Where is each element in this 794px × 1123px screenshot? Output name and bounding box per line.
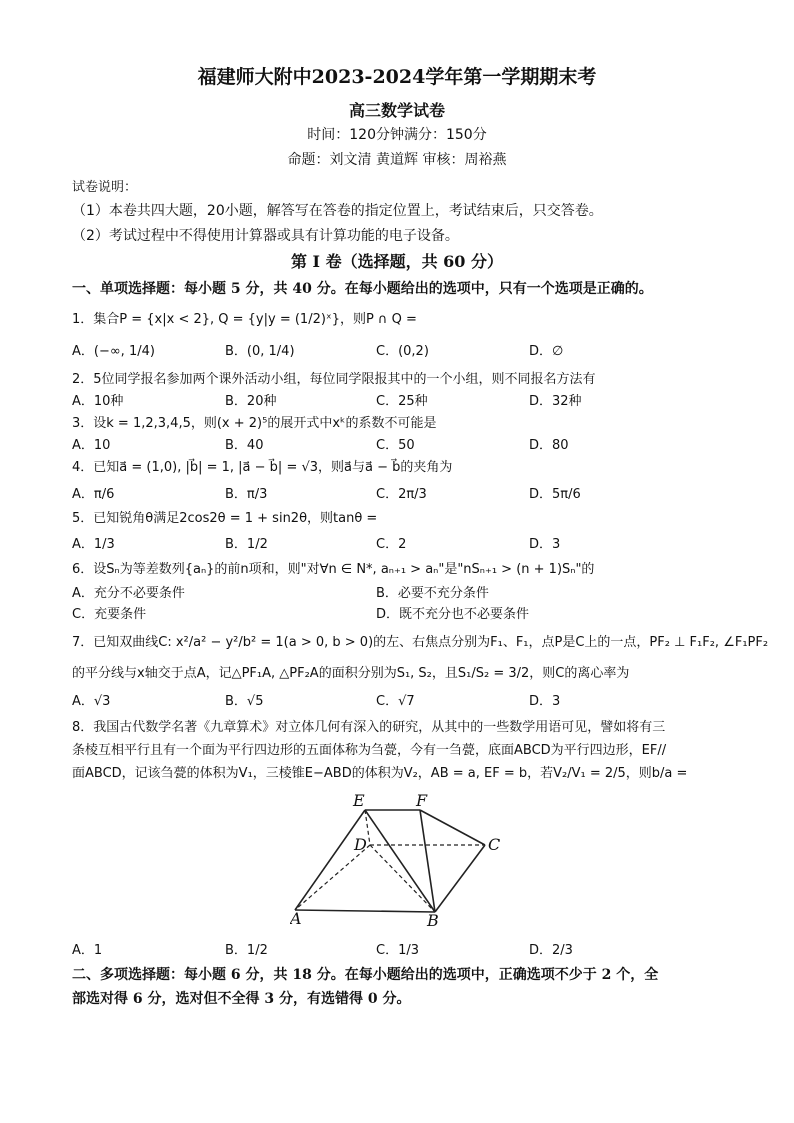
option-c: C．25种 (376, 394, 428, 409)
question-stem: 4．已知a⃗ = (1,0), |b⃗| = 1, |a⃗ − b⃗| = √3，则a⃗与a⃗ − b⃗的夹角为 (72, 460, 453, 475)
option-b: B．40 (225, 438, 264, 453)
option-d: D．既不充分也不必要条件 (376, 607, 530, 622)
option-d: D．2/3 (529, 943, 573, 958)
option-a: A．10种 (72, 394, 124, 409)
option-c: C．1/3 (376, 943, 419, 958)
section1-heading: 一、单项选择题：每小题 5 分，共 40 分。在每小题给出的选项中，只有一个选项是正确的。 (72, 281, 653, 297)
instruction-item: （1）本卷共四大题，20小题，解答写在答卷的指定位置上，考试结束后，只交答卷。 (72, 203, 603, 219)
option-b: B．π/3 (225, 487, 268, 502)
edge-bc (435, 845, 485, 912)
edge-da-hidden (295, 845, 370, 910)
part1-title: 第 I 卷（选择题，共 60 分） (290, 252, 504, 271)
option-b: B．1/2 (225, 943, 268, 958)
edge-fc (420, 810, 485, 845)
option-a: A．充分不必要条件 (72, 586, 185, 601)
label-f: F (416, 791, 428, 810)
question-stem: 7．已知双曲线C: x²/a² − y²/b² = 1(a > 0, b > 0)的左、右焦点分别为F₁、F₁，点P是C上的一点，PF₂ ⊥ F₁F₂, ∠F₁PF₂ (72, 635, 769, 650)
question-stem-continued: 面ABCD，记该刍甍的体积为V₁，三棱锥E−ABD的体积为V₂，AB = a, EF = b，若V₂/V₁ = 2/5，则b/a = (72, 766, 688, 781)
exam-title: 福建师大附中2023-2024学年第一学期期末考 (197, 66, 597, 88)
label-d: D (354, 835, 367, 854)
option-d: D．32种 (529, 394, 582, 409)
edge-ab (295, 910, 435, 912)
option-c: C．2π/3 (376, 487, 427, 502)
option-b: B．(0, 1/4) (225, 344, 295, 359)
option-d: D．∅ (529, 344, 564, 359)
instructions-heading: 试卷说明： (72, 180, 138, 195)
option-a: A．√3 (72, 694, 111, 709)
edge-fb (420, 810, 435, 912)
option-b: B．√5 (225, 694, 264, 709)
edge-eb (365, 810, 435, 912)
solid-figure (290, 790, 520, 930)
question-stem: 2．5位同学报名参加两个课外活动小组，每位同学限报其中的一个小组，则不同报名方法有 (72, 372, 596, 387)
option-c: C．2 (376, 537, 407, 552)
question-stem-continued: 的平分线与x轴交于点A，记△PF₁A, △PF₂A的面积分别为S₁, S₂，且S₁/S₂ = 3/2，则C的离心率为 (72, 666, 630, 681)
option-b: B．1/2 (225, 537, 268, 552)
question-stem-continued: 条棱互相平行且有一个面为平行四边形的五面体称为刍甍，今有一刍甍，底面ABCD为平行四边形，EF// (72, 743, 667, 758)
option-d: D．80 (529, 438, 569, 453)
question-stem: 3．设k = 1,2,3,4,5，则(x + 2)⁵的展开式中xᵏ的系数不可能是 (72, 416, 437, 431)
option-a: A．(−∞, 1/4) (72, 344, 155, 359)
label-a: A (290, 909, 302, 928)
question-stem: 6．设Sₙ为等差数列{aₙ}的前n项和，则"对∀n ∈ N*, aₙ₊₁ > aₙ"是"nSₙ₊₁ > (n + 1)Sₙ"的 (72, 562, 595, 577)
option-d: D．3 (529, 694, 561, 709)
label-e: E (353, 791, 365, 810)
label-c: C (488, 835, 501, 854)
authors-line: 命题：刘文清 黄道辉 审核：周裕燕 (287, 152, 507, 168)
edge-ea (295, 810, 365, 910)
question-stem: 1．集合P = {x|x < 2}, Q = {y|y = (1/2)ˣ}，则P ∩ Q = (72, 312, 417, 327)
option-a: A．1 (72, 943, 103, 958)
option-c: C．√7 (376, 694, 415, 709)
edge-db-hidden (370, 845, 435, 912)
time-info: 时间：120分钟满分：150分 (307, 127, 487, 143)
option-c: C．50 (376, 438, 415, 453)
option-b: B．20种 (225, 394, 277, 409)
option-a: A．1/3 (72, 537, 115, 552)
option-a: A．10 (72, 438, 111, 453)
option-a: A．π/6 (72, 487, 115, 502)
option-d: D．3 (529, 537, 561, 552)
option-c: C．(0,2) (376, 344, 429, 359)
section2-heading: 二、多项选择题：每小题 6 分，共 18 分。在每小题给出的选项中，正确选项不少于 2 个，全 (72, 967, 659, 983)
exam-subtitle: 高三数学试卷 (348, 101, 445, 120)
option-c: C．充要条件 (72, 607, 147, 622)
section2-heading-continued: 部选对得 6 分，选对但不全得 3 分，有选错得 0 分。 (72, 991, 411, 1007)
question-stem: 5．已知锐角θ满足2cos2θ = 1 + sin2θ，则tanθ = (72, 511, 378, 526)
label-b: B (427, 911, 439, 930)
instruction-item: （2）考试过程中不得使用计算器或具有计算功能的电子设备。 (72, 228, 459, 244)
option-b: B．必要不充分条件 (376, 586, 489, 601)
question-stem: 8．我国古代数学名著《九章算术》对立体几何有深入的研究，从其中的一些数学用语可见，譬如将有三 (72, 720, 666, 735)
option-d: D．5π/6 (529, 487, 581, 502)
